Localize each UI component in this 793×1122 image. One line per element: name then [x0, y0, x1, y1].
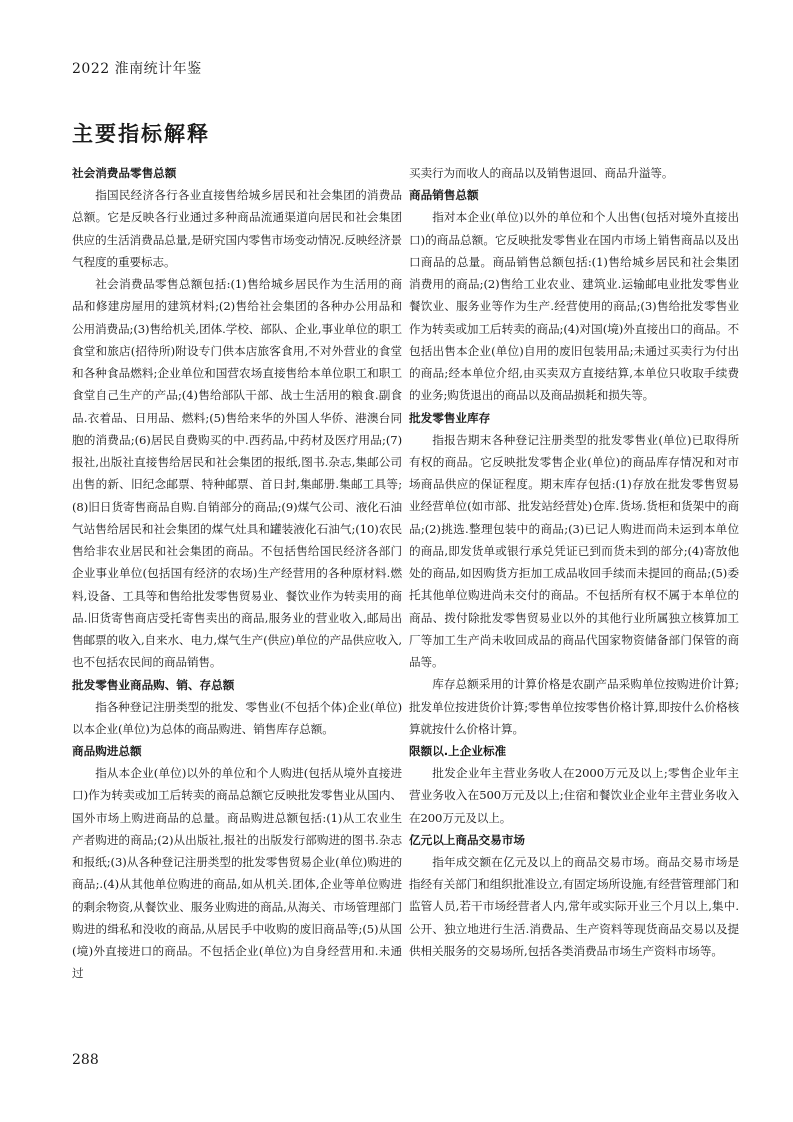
section-heading: 社会消费品零售总额	[72, 166, 177, 180]
section-heading: 批发零售业库存	[409, 410, 491, 425]
paragraph: 指报告期末各种登记注册类型的批发零售业(单位)已取得所有权的商品。它反映批发零售企业(单位)的商品库存情况和对市场商品供应的保证程度。期末库存包括:(1)存放在批发零售贸易业经营单位(如市部、批发站经营处)仓库.货场.货柜和货架中的商品;(2)挑选.整理包装中的商品;(3)已记人购进而尚未运到本单位的商品,即发货单或银行承兑凭证已到而货未到的部分;(4)寄放他处的商品,如因购货方拒加工成品收回手续而未提回的商品;(5)委托其他单位购进尚未交付的商品。不包括所有权不属于本单位的商品、拨付除批发零售贸易业以外的其他行业所属独立核算加工厂等加工生产尚未收回成品的商品代国家物资储备部门保管的商品等。	[409, 432, 739, 669]
paragraph: 指从本企业(单位)以外的单位和个人购进(包括从境外直接进口)作为转卖或加工后转卖的商品总额它反映批发零售业从国内、国外市场上购进商品的总量。商品购进总额包括:(1)从工农业生产者购进的商品;(2)从出版社,报社的出版发行部购进的图书.杂志和报纸;(3)从各种登记注册类型的批发零售贸易企业(单位)购进的商品;.(4)从其他单位购进的商品,如从机关.团体,企业等单位购进的剩余物资,从餐饮业、服务业购进的商品,从海关、市场管理部门购进的缉私和没收的商品,从居民手中收购的废旧商品等;(5)从国(境)外直接进口的商品。不包括企业(单位)为自身经营用和.未通过	[72, 766, 402, 981]
paragraph: 指年成交额在亿元及以上的商品交易市场。商品交易市场是指经有关部门和组织批准设立,有固定场所设施,有经营管理部门和监管人员,若干市场经营者人内,常年或实际开业三个月以上,集中.公开、独立地进行生活.消费品、生产资料等现货商品交易以及提供相关服务的交易场所,包括各类消费品市场生产资料市场等。	[409, 854, 739, 958]
section-heading: 批发零售业商品购、销、存总额	[72, 677, 235, 692]
right-column	[409, 162, 739, 962]
paragraph-continuation: 买卖行为而收人的商品以及销售退回、商品升溢等。	[409, 166, 674, 180]
paragraph: 批发企业年主营业务收人在2000万元及以上;零售企业年主营业务收入在500万元及以上;住宿和餐饮业企业年主营业务收入在200万元及以上。	[409, 766, 739, 825]
running-head: 2022 淮南统计年鉴	[72, 61, 202, 77]
section-heading: 亿元以上商品交易市场	[409, 832, 525, 847]
section-heading: 商品销售总额	[409, 188, 479, 203]
section-heading: 商品购进总额	[72, 744, 142, 758]
page-title: 主要指标解释	[72, 121, 210, 146]
paragraph: 社会消费品零售总额包括:(1)售给城乡居民作为生活用的商品和修建房屋用的建筑材料;(2)售给社会集团的各种办公用品和公用消费品;(3)售给机关,团体.学校、部队、企业,事业单位的职工食堂和旅店(招待所)附设专门供本店旅客食用,不对外营业的食堂和各种食品燃料;企业单位和国营农场直接售给本单位职工和职工食堂自己生产的产品;(4)售给部队干部、战士生活用的粮食.副食品.衣着品、日用品、燃料;(5)售给来华的外国人华侨、港澳台同胞的消费品;(6)居民自费购买的中.西药品,中药材及医疗用品;(7)报社,出版社直接售给居民和社会集团的报纸,图书.杂志,集邮公司出售的新、旧纪念邮票、特种邮票、首日封,集邮册.集邮工具等;(8)旧日货寄售商品自购.自销部分的商品;(9)煤气公司、液化石油气站售给居民和社会集团的煤气灶具和罐装液化石油气;(10)农民售给非农业居民和社会集团的商品。不包括售给国民经济各部门企业事业单位(包括国有经济的农场)生产经营用的各种原材料.燃料,设备、工具等和售给批发零售贸易业、餐饮业作为转卖用的商品.旧货寄售商店受托寄售卖出的商品,服务业的营业收入,邮局出售邮票的收入,自来水、电力,煤气生产(供应)单位的产品供应收入,也不包括农民间的商品销售。	[72, 277, 402, 670]
paragraph: 指各种登记注册类型的批发、零售业(不包括个体)企业(单位)以本企业(单位)为总体的商品购进、销售库存总额。	[72, 699, 402, 736]
section-heading: 限额以.上企业标准	[409, 744, 507, 758]
paragraph: 指国民经济各行各业直接售给城乡居民和社会集团的消费品总额。它是反映各行业通过多种商品流通渠道向居民和社会集团供应的生活消费品总量,是研究国内零售市场变动情况.反映经济景气程度的重要标志。	[72, 188, 402, 269]
left-column	[72, 162, 402, 985]
page-number: 288	[72, 1052, 99, 1068]
paragraph: 指对本企业(单位)以外的单位和个人出售(包括对境外直接出口)的商品总额。它反映批发零售业在国内市场上销售商品以及出口商品的总量。商品销售总额包括:(1)售给城乡居民和社会集团消费用的商品;(2)售给工业农业、建筑业.运输邮电业批发零售业餐饮业、服务业等作为生产.经营使用的商品;(3)售给批发零售业作为转卖或加工后转卖的商品;(4)对国(境)外直接出口的商品。不包括出售本企业(单位)自用的废旧包装用品;未通过买卖行为付出的商品;经本单位介绍,由买卖双方直接结算,本单位只收取手续费的业务;购货退出的商品以及商品损耗和损失等。	[409, 210, 739, 403]
paragraph: 库存总额采用的计算价格是农副产品采购单位按购进价计算;批发单位按进货价计算;零售单位按零售价格计算,即按什么价格核算就按什么价格计算。	[409, 677, 739, 736]
